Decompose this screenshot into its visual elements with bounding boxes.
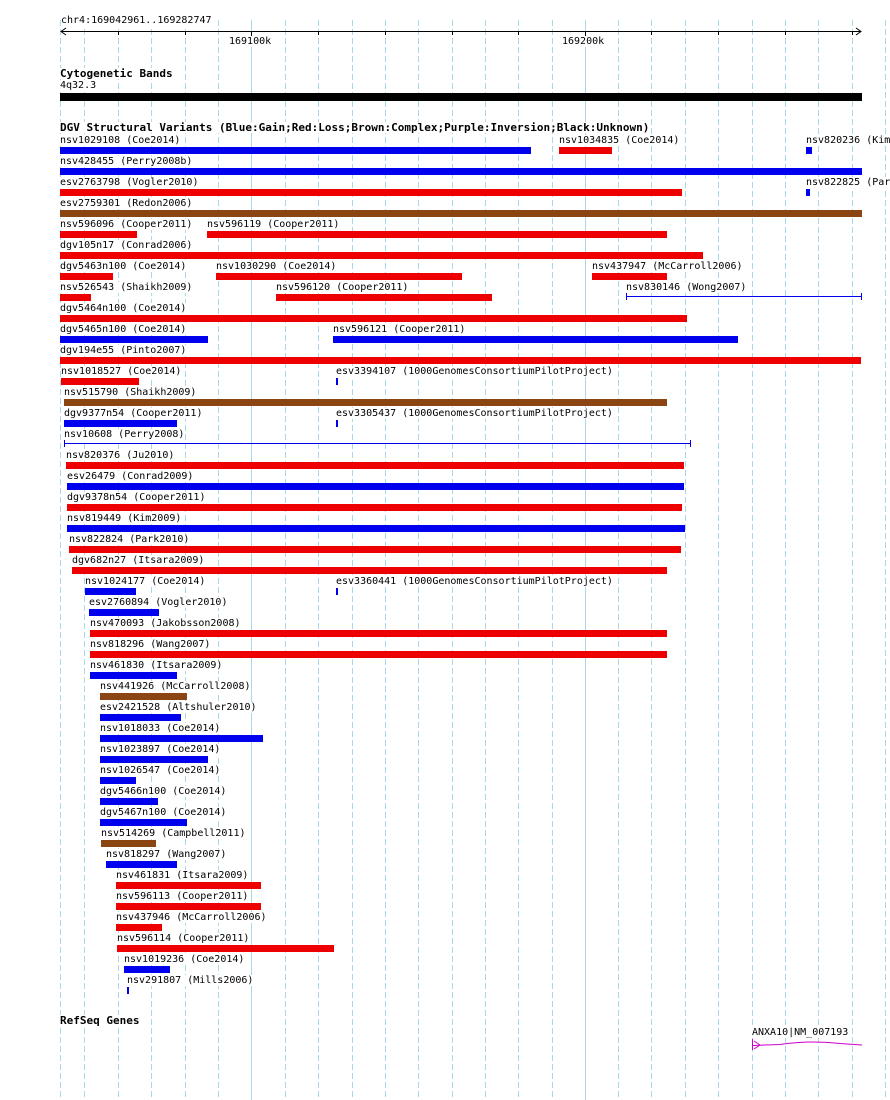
sv-label[interactable]: dgv5464n100 (Coe2014) bbox=[60, 303, 187, 314]
sv-bar[interactable] bbox=[592, 273, 667, 280]
sv-label[interactable]: nsv437947 (McCarroll2006) bbox=[592, 261, 743, 272]
sv-bar[interactable] bbox=[207, 231, 667, 238]
sv-bar[interactable] bbox=[60, 189, 682, 196]
sv-bar[interactable] bbox=[66, 462, 684, 469]
sv-label[interactable]: nsv514269 (Campbell2011) bbox=[101, 828, 246, 839]
refseq-track-title: RefSeq Genes bbox=[60, 1014, 140, 1027]
sv-bar[interactable] bbox=[85, 588, 136, 595]
cytoband-track-title: Cytogenetic Bands bbox=[60, 67, 173, 80]
sv-bar[interactable] bbox=[60, 273, 113, 280]
sv-bar[interactable] bbox=[60, 315, 687, 322]
sv-bar[interactable] bbox=[806, 147, 812, 154]
sv-label[interactable]: nsv428455 (Perry2008b) bbox=[60, 156, 193, 167]
sv-label[interactable]: nsv1024177 (Coe2014) bbox=[85, 576, 206, 587]
sv-bar[interactable] bbox=[100, 735, 263, 742]
sv-bar[interactable] bbox=[60, 336, 208, 343]
sv-label[interactable]: esv2421528 (Altshuler2010) bbox=[100, 702, 257, 713]
sv-bar[interactable] bbox=[806, 189, 810, 196]
sv-label[interactable]: esv3305437 (1000GenomesConsortiumPilotProject) bbox=[336, 408, 613, 419]
sv-bar[interactable] bbox=[60, 147, 531, 154]
sv-label[interactable]: nsv822824 (Park2010) bbox=[69, 534, 190, 545]
gene-label[interactable]: ANXA10|NM_007193 bbox=[752, 1027, 849, 1038]
sv-label[interactable]: nsv10608 (Perry2008) bbox=[64, 429, 185, 440]
sv-bar[interactable] bbox=[90, 630, 667, 637]
sv-bar[interactable] bbox=[90, 651, 667, 658]
sv-bar[interactable] bbox=[124, 966, 170, 973]
sv-bar[interactable] bbox=[100, 798, 158, 805]
sv-label[interactable]: nsv526543 (Shaikh2009) bbox=[60, 282, 193, 293]
sv-bar[interactable] bbox=[100, 777, 136, 784]
sv-bar[interactable] bbox=[100, 693, 187, 700]
sv-bar[interactable] bbox=[60, 168, 862, 175]
sv-label[interactable]: nsv822825 (Par bbox=[806, 177, 890, 188]
sv-label[interactable]: dgv5465n100 (Coe2014) bbox=[60, 324, 187, 335]
sv-bar[interactable] bbox=[100, 819, 187, 826]
sv-label[interactable]: esv26479 (Conrad2009) bbox=[67, 471, 194, 482]
sv-label[interactable]: nsv1023897 (Coe2014) bbox=[100, 744, 221, 755]
sv-bar[interactable] bbox=[100, 714, 181, 721]
sv-bar[interactable] bbox=[69, 546, 681, 553]
sv-bar[interactable] bbox=[336, 378, 338, 385]
sv-label[interactable]: nsv596119 (Cooper2011) bbox=[207, 219, 340, 230]
sv-label[interactable]: nsv830146 (Wong2007) bbox=[626, 282, 747, 293]
sv-label[interactable]: nsv820236 (Kim bbox=[806, 135, 890, 146]
sv-label[interactable]: nsv437946 (McCarroll2006) bbox=[116, 912, 267, 923]
sv-label[interactable]: esv2759301 (Redon2006) bbox=[60, 198, 193, 209]
cytoband-bar[interactable] bbox=[60, 93, 862, 101]
sv-bar[interactable] bbox=[89, 609, 159, 616]
sv-label[interactable]: nsv461830 (Itsara2009) bbox=[90, 660, 223, 671]
sv-label[interactable]: nsv596121 (Cooper2011) bbox=[333, 324, 466, 335]
sv-label[interactable]: nsv596114 (Cooper2011) bbox=[117, 933, 250, 944]
sv-label[interactable]: dgv105n17 (Conrad2006) bbox=[60, 240, 193, 251]
ruler-tick-label-2: 169200k bbox=[562, 36, 605, 47]
sv-label[interactable]: dgv9378n54 (Cooper2011) bbox=[67, 492, 206, 503]
sv-bar[interactable] bbox=[60, 210, 862, 217]
sv-bar[interactable] bbox=[116, 903, 261, 910]
sv-label[interactable]: dgv194e55 (Pinto2007) bbox=[60, 345, 187, 356]
cytoband-label: 4q32.3 bbox=[60, 80, 97, 91]
sv-label[interactable]: nsv291807 (Mills2006) bbox=[127, 975, 254, 986]
sv-label[interactable]: dgv5467n100 (Coe2014) bbox=[100, 807, 227, 818]
sv-bar[interactable] bbox=[72, 567, 667, 574]
sv-bar[interactable] bbox=[61, 378, 139, 385]
sv-bar[interactable] bbox=[60, 231, 137, 238]
sv-bar[interactable] bbox=[116, 882, 261, 889]
sv-bar[interactable] bbox=[559, 147, 612, 154]
sv-label[interactable]: nsv1018033 (Coe2014) bbox=[100, 723, 221, 734]
sv-bar[interactable] bbox=[106, 861, 177, 868]
ruler-tick-label-1: 169100k bbox=[229, 36, 272, 47]
sv-bar[interactable] bbox=[64, 399, 667, 406]
sv-bar[interactable] bbox=[336, 588, 338, 595]
sv-bar[interactable] bbox=[67, 525, 685, 532]
dgv-track-title: DGV Structural Variants (Blue:Gain;Red:Loss;Brown:Complex;Purple:Inversion;Black:Unknown) bbox=[60, 121, 650, 134]
sv-label[interactable]: nsv820376 (Ju2010) bbox=[66, 450, 175, 461]
sv-bar[interactable] bbox=[60, 252, 703, 259]
sv-bar[interactable] bbox=[67, 504, 682, 511]
sv-bar[interactable] bbox=[336, 420, 338, 427]
sv-label[interactable]: nsv819449 (Kim2009) bbox=[67, 513, 182, 524]
sv-label[interactable]: nsv515790 (Shaikh2009) bbox=[64, 387, 197, 398]
sv-bar[interactable] bbox=[60, 294, 91, 301]
sv-label[interactable]: esv3360441 (1000GenomesConsortiumPilotProject) bbox=[336, 576, 613, 587]
sv-bar[interactable] bbox=[60, 357, 861, 364]
sv-bar[interactable] bbox=[333, 336, 738, 343]
sv-label[interactable]: nsv461831 (Itsara2009) bbox=[116, 870, 249, 881]
sv-label[interactable]: nsv470093 (Jakobsson2008) bbox=[90, 618, 241, 629]
sv-bar[interactable] bbox=[127, 987, 129, 994]
sv-label[interactable]: dgv9377n54 (Cooper2011) bbox=[64, 408, 203, 419]
sv-label[interactable]: esv2760894 (Vogler2010) bbox=[89, 597, 228, 608]
sv-label[interactable]: nsv1018527 (Coe2014) bbox=[61, 366, 182, 377]
sv-label[interactable]: nsv596096 (Cooper2011) bbox=[60, 219, 193, 230]
sv-label[interactable]: nsv1019236 (Coe2014) bbox=[124, 954, 245, 965]
sv-bar[interactable] bbox=[116, 924, 162, 931]
sv-label[interactable]: nsv818297 (Wang2007) bbox=[106, 849, 227, 860]
sv-bar[interactable] bbox=[64, 420, 177, 427]
sv-label[interactable]: nsv1029108 (Coe2014) bbox=[60, 135, 181, 146]
sv-label[interactable]: dgv682n27 (Itsara2009) bbox=[72, 555, 205, 566]
sv-bar[interactable] bbox=[101, 840, 156, 847]
sv-label[interactable]: nsv596120 (Cooper2011) bbox=[276, 282, 409, 293]
region-label: chr4:169042961..169282747 bbox=[61, 15, 212, 26]
sv-bar[interactable] bbox=[100, 756, 208, 763]
sv-label[interactable]: esv3394107 (1000GenomesConsortiumPilotProject) bbox=[336, 366, 613, 377]
sv-bar[interactable] bbox=[216, 273, 462, 280]
sv-label[interactable]: nsv441926 (McCarroll2008) bbox=[100, 681, 251, 692]
sv-label[interactable]: nsv818296 (Wang2007) bbox=[90, 639, 211, 650]
sv-bar[interactable] bbox=[117, 945, 334, 952]
sv-label[interactable]: dgv5466n100 (Coe2014) bbox=[100, 786, 227, 797]
sv-bar[interactable] bbox=[67, 483, 684, 490]
sv-label[interactable]: nsv1034835 (Coe2014) bbox=[559, 135, 680, 146]
sv-label[interactable]: dgv5463n100 (Coe2014) bbox=[60, 261, 187, 272]
sv-label[interactable]: esv2763798 (Vogler2010) bbox=[60, 177, 199, 188]
sv-label[interactable]: nsv1026547 (Coe2014) bbox=[100, 765, 221, 776]
sv-bar[interactable] bbox=[276, 294, 492, 301]
sv-bar[interactable] bbox=[90, 672, 177, 679]
sv-label[interactable]: nsv1030290 (Coe2014) bbox=[216, 261, 337, 272]
sv-label[interactable]: nsv596113 (Cooper2011) bbox=[116, 891, 249, 902]
